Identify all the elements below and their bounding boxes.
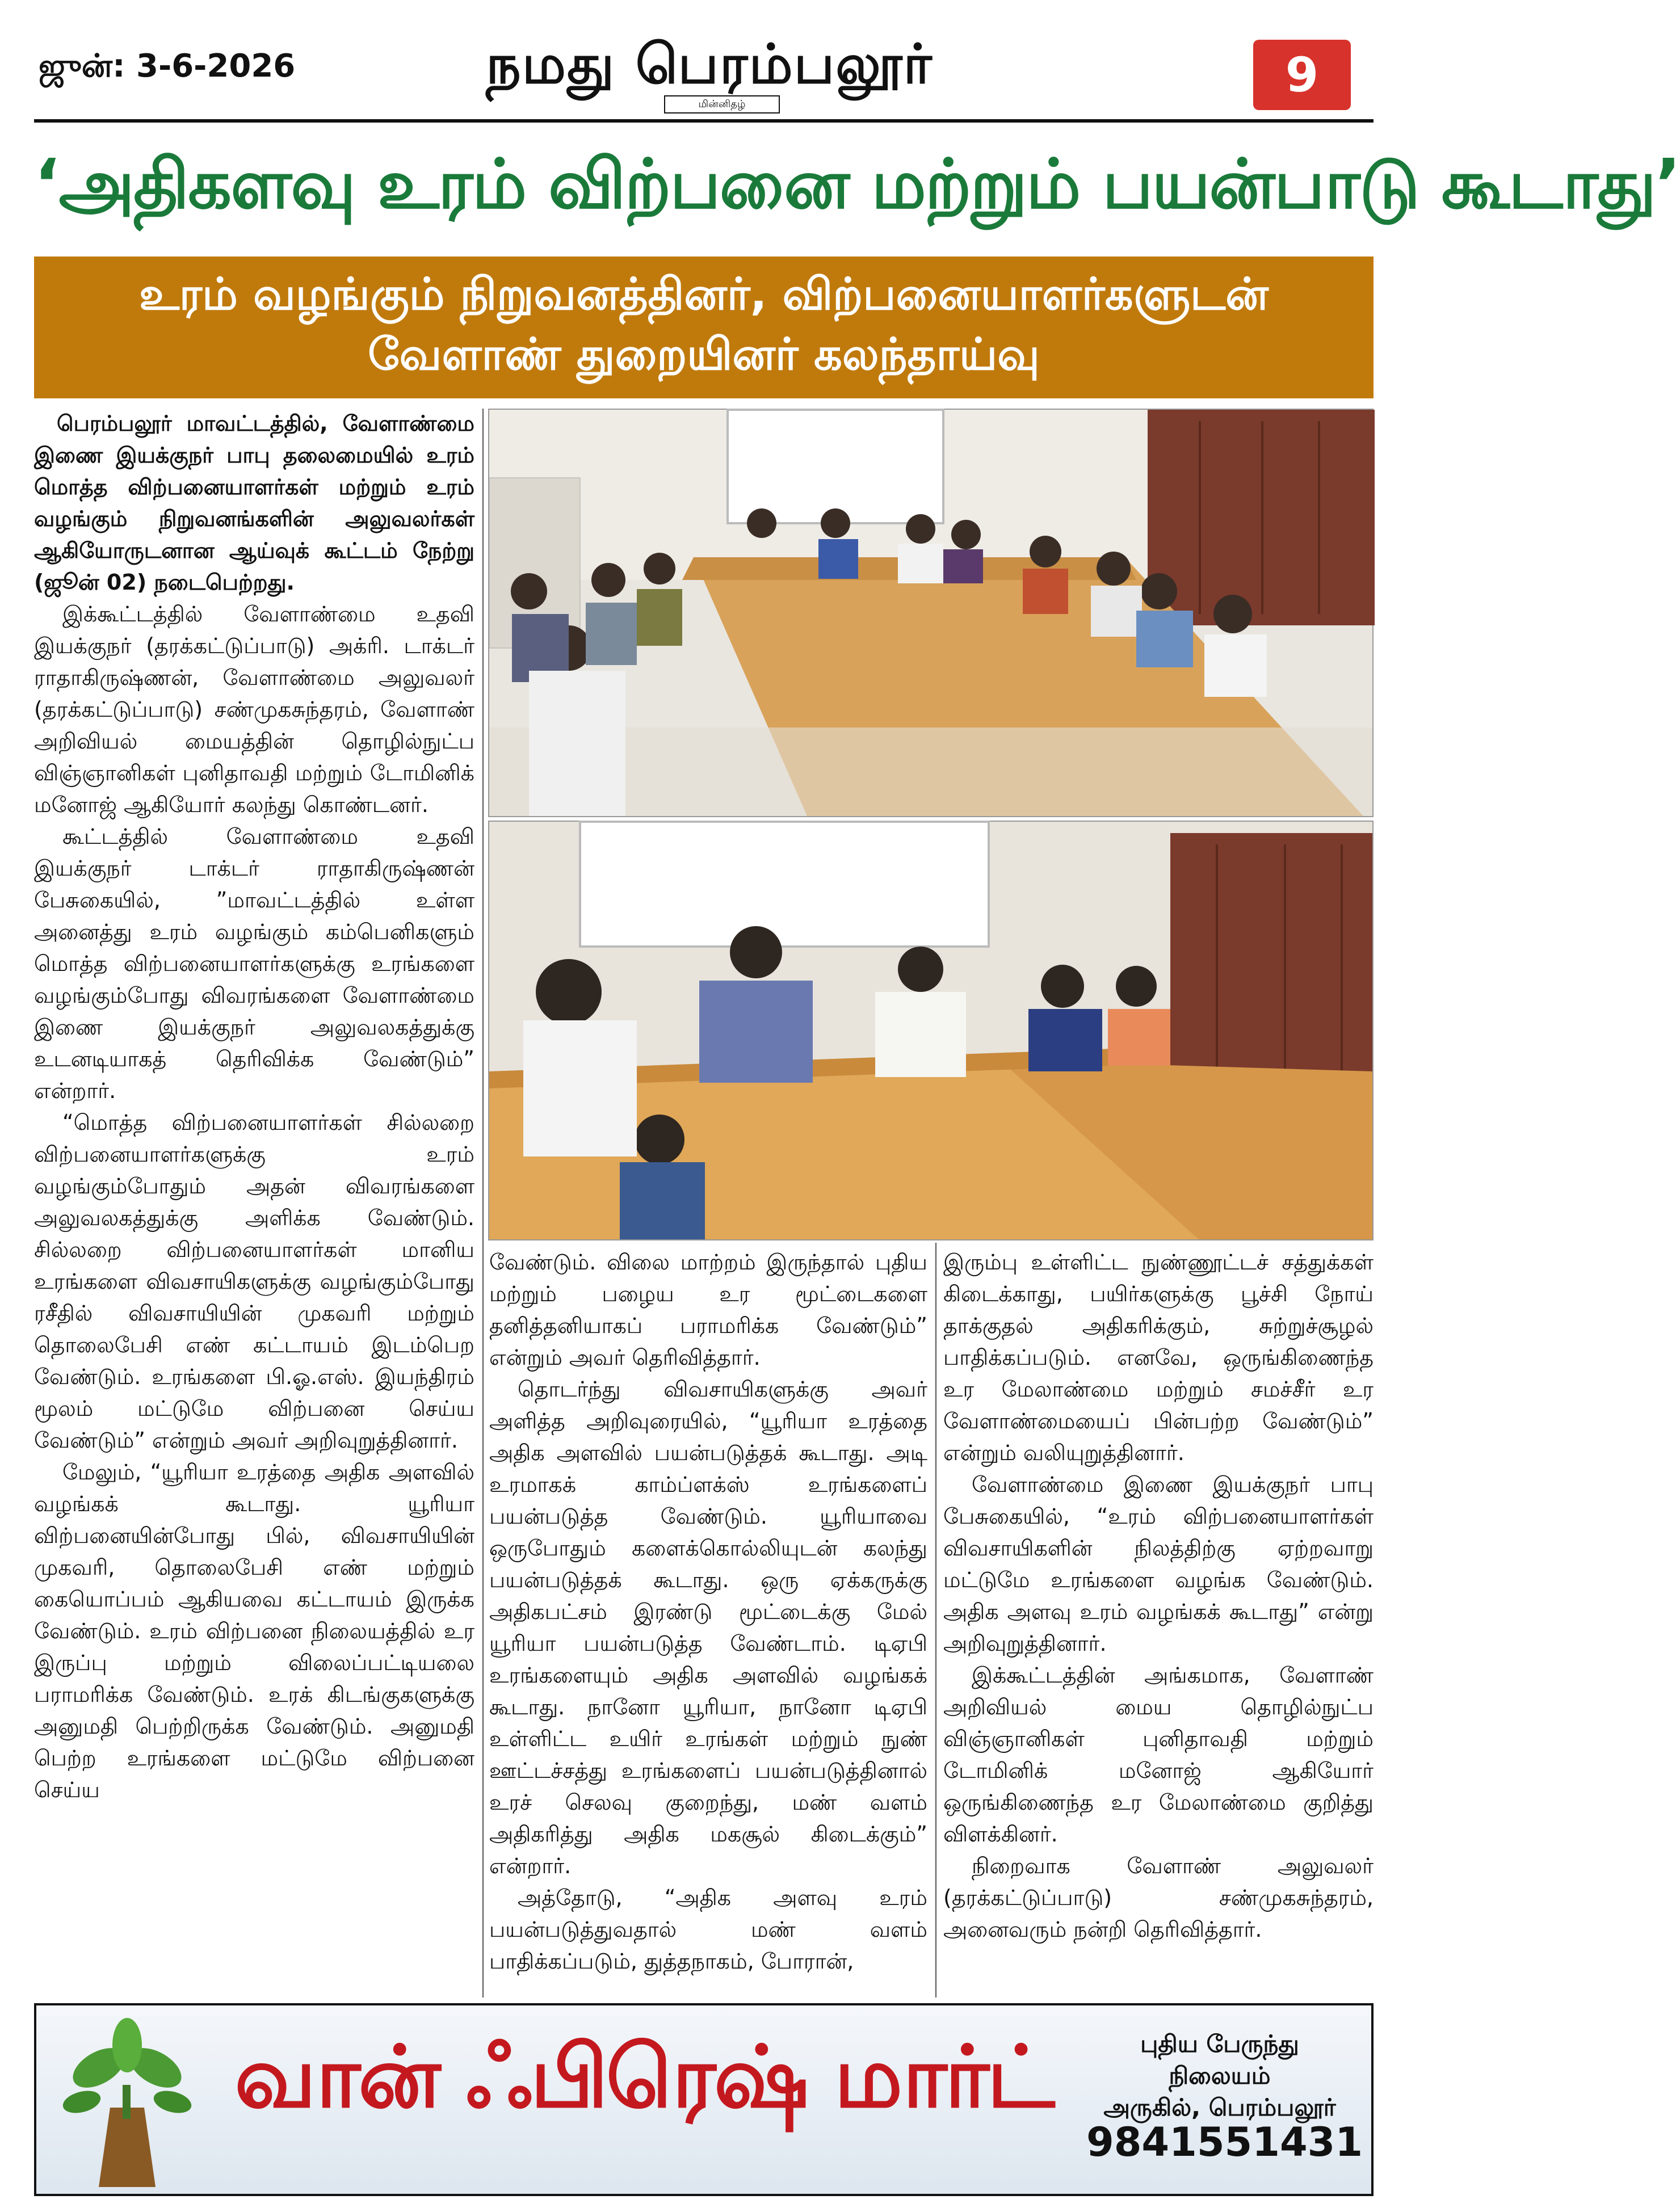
article-paragraph: நிறைவாக வேளாண் அலுவலர் (தரக்கட்டுப்பாடு) சண்முகசுந்தரம், அனைவரும் நன்றி தெரிவித்தார். [943,1853,1374,1942]
column-rule-2 [935,1243,936,1997]
article-paragraph: பெரம்பலூர் மாவட்டத்தில், வேளாண்மை இணை இயக்குநர் பாபு தலைமையில் உரம் மொத்த விற்பனையாளர்கள் மற்றும் உரம் வழங்கும் நிறுவனங்களின் அலுவலர்கள் ஆகியோருடனான ஆய்வுக் கூட்டம் நேற்று (ஜூன் 02) நடைபெற்றது. [34,411,474,595]
article-paragraph: இரும்பு உள்ளிட்ட நுண்ணூட்டச் சத்துக்கள் கிடைக்காது, பயிர்களுக்கு பூச்சி நோய் தாக்குதல் அதிகரிக்கும், சுற்றுச்சூழல் பாதிக்கப்படும். எனவே, ஒருங்கிணைந்த உர மேலாண்மை மற்றும் சமச்சீர் உர வேளாண்மையைப் பின்பற்ற வேண்டும்” என்றும் வலியுறுத்தினார். [943,1250,1374,1465]
article-paragraph: மேலும், “யூரியா உரத்தை அதிக அளவில் வழங்கக் கூடாது. யூரியா விற்பனையின்போது பில், விவசாயியின் முகவரி, தொலைபேசி எண் மற்றும் கையொப்பம் ஆகியவை கட்டாயம் இருக்க வேண்டும். உரம் விற்பனை நிலையத்தில் உர இருப்பு மற்றும் விலைப்பட்டியலை பராமரிக்க வேண்டும். உரக் கிடங்குகளுக்கு அனுமதி பெற்றிருக்க வேண்டும். அனுமதி பெற்ற உரங்களை மட்டுமே விற்பனை செய்ய [34,1460,474,1802]
subheadline-line-1: உரம் வழங்கும் நிறுவனத்தினர், விற்பனையாளர்களுடன் [139,269,1269,320]
article-paragraph: “மொத்த விற்பனையாளர்கள் சில்லறை விற்பனையாளர்களுக்கு உரம் வழங்கும்போதும் அதன் விவரங்களை அலுவலகத்துக்கு அளிக்க வேண்டும். சில்லறை விற்பனையாளர்கள் மானிய உரங்களை விவசாயிகளுக்கு வழங்கும்போது ரசீதில் விவசாயியின் முகவரி மற்றும் தொலைபேசி எண் கட்டாயம் இடம்பெற வேண்டும். உரங்களை பி.ஓ.எஸ். இயந்திரம் மூலம் மட்டுமே விற்பனை செய்ய வேண்டும்” என்றும் அவர் அறிவுறுத்தினார். [34,1110,474,1453]
article-paragraph: வேண்டும். விலை மாற்றம் இருந்தால் புதிய மற்றும் பழைய உர மூட்டைகளை தனித்தனியாகப் பராமரிக்க வேண்டும்” என்றும் அவர் தெரிவித்தார். [489,1250,927,1370]
article-column-1 [34,407,474,1806]
meeting-photo-2 [488,821,1374,1240]
article-column-2 [489,1246,927,1977]
article-column-3 [943,1246,1374,1945]
article-paragraph: வேளாண்மை இணை இயக்குநர் பாபு பேசுகையில், “உரம் விற்பனையாளர்கள் விவசாயிகளின் நிலத்திற்கு ஏற்றவாறு மட்டுமே உரங்களை வழங்க வேண்டும். அதிக அளவு உரம் வழங்கக் கூடாது” என்று அறிவுறுத்தினார். [943,1472,1374,1656]
article-paragraph: தொடர்ந்து விவசாயிகளுக்கு அவர் அளித்த அறிவுரையில், “யூரியா உரத்தை அதிக அளவில் பயன்படுத்தக் கூடாது. அடி உரமாகக் காம்ப்ளக்ஸ் உரங்களைப் பயன்படுத்த வேண்டும். யூரியாவை ஒருபோதும் களைக்கொல்லியுடன் கலந்து பயன்படுத்தக் கூடாது. ஒரு ஏக்கருக்கு அதிகபட்சம் இரண்டு மூட்டைக்கு மேல் யூரியா பயன்படுத்த வேண்டாம். டிஏபி உரங்களையும் அதிக அளவில் வழங்கக் கூடாது. நானோ யூரியா, நானோ டிஏபி உள்ளிட்ட உயிர் உரங்கள் மற்றும் நுண் ஊட்டச்சத்து உரங்களைப் பயன்படுத்தினால் உரச் செலவு குறைந்து, மண் வளம் அதிகரித்து அதிக மகசூல் கிடைக்கும்” என்றார். [489,1377,927,1878]
store-name: வான் ஃபிரெஷ் மார்ட் [234,2028,1053,2127]
masthead-subtitle: மின்னிதழ் [664,95,780,113]
meeting-photo-1 [488,409,1374,817]
plant-logo-icon [59,2017,195,2187]
newspaper-masthead: நமது பெரம்பலூர் [486,32,933,96]
article-paragraph: அத்தோடு, “அதிக அளவு உரம் பயன்படுத்துவதால் மண் வளம் பாதிக்கப்படும், துத்தநாகம், போரான், [489,1885,927,1974]
masthead-rule [34,119,1374,123]
subheadline-line-2: வேளாண் துறையினர் கலந்தாய்வு [368,329,1040,380]
article-paragraph: இக்கூட்டத்தின் அங்கமாக, வேளாண் அறிவியல் மைய தொழில்நுட்ப விஞ்ஞானிகள் புனிதாவதி மற்றும் டோமினிக் மனோஜ் ஆகியோர் ஒருங்கிணைந்த உர மேலாண்மை குறித்து விளக்கினர். [943,1663,1374,1847]
subheadline-band [34,256,1374,398]
main-headline: ‘அதிகளவு உரம் விற்பனை மற்றும் பயன்பாடு கூடாது’ [34,145,1680,224]
store-location-line-1: புதிய பேருந்து நிலையம் [1140,2030,1299,2089]
column-rule-1 [482,409,484,1997]
article-paragraph: கூட்டத்தில் வேளாண்மை உதவி இயக்குநர் டாக்டர் ராதாகிருஷ்ணன் பேசுகையில், ”மாவட்டத்தில் உள்ள அனைத்து உரம் வழங்கும் கம்பெனிகளும் மொத்த விற்பனையாளர்களுக்கு உரங்களை வழங்கும்போது விவரங்களை வேளாண்மை இணை இயக்குநர் அலுவலகத்துக்கு உடனடியாகத் தெரிவிக்க வேண்டும்” என்றார். [34,824,474,1103]
store-location [1086,2028,1353,2123]
store-phone: 9841551431 [1086,2119,1363,2165]
issue-date: ஜுன்: 3-6-2026 [39,48,296,85]
page-number-badge: 9 [1253,40,1351,110]
store-location-line-2: அருகில், பெரம்பலூர் [1103,2093,1336,2121]
article-paragraph: இக்கூட்டத்தில் வேளாண்மை உதவி இயக்குநர் (தரக்கட்டுப்பாடு) அக்ரி. டாக்டர் ராதாகிருஷ்ணன், வேளாண்மை அலுவலர் (தரக்கட்டுப்பாடு) சண்முகசுந்தரம், வேளாண் அறிவியல் மையத்தின் தொழில்நுட்ப விஞ்ஞானிகள் புனிதாவதி மற்றும் டோமினிக் மனோஜ் ஆகியோர் கலந்து கொண்டனர். [34,602,474,817]
advertisement-banner [34,2003,1374,2196]
